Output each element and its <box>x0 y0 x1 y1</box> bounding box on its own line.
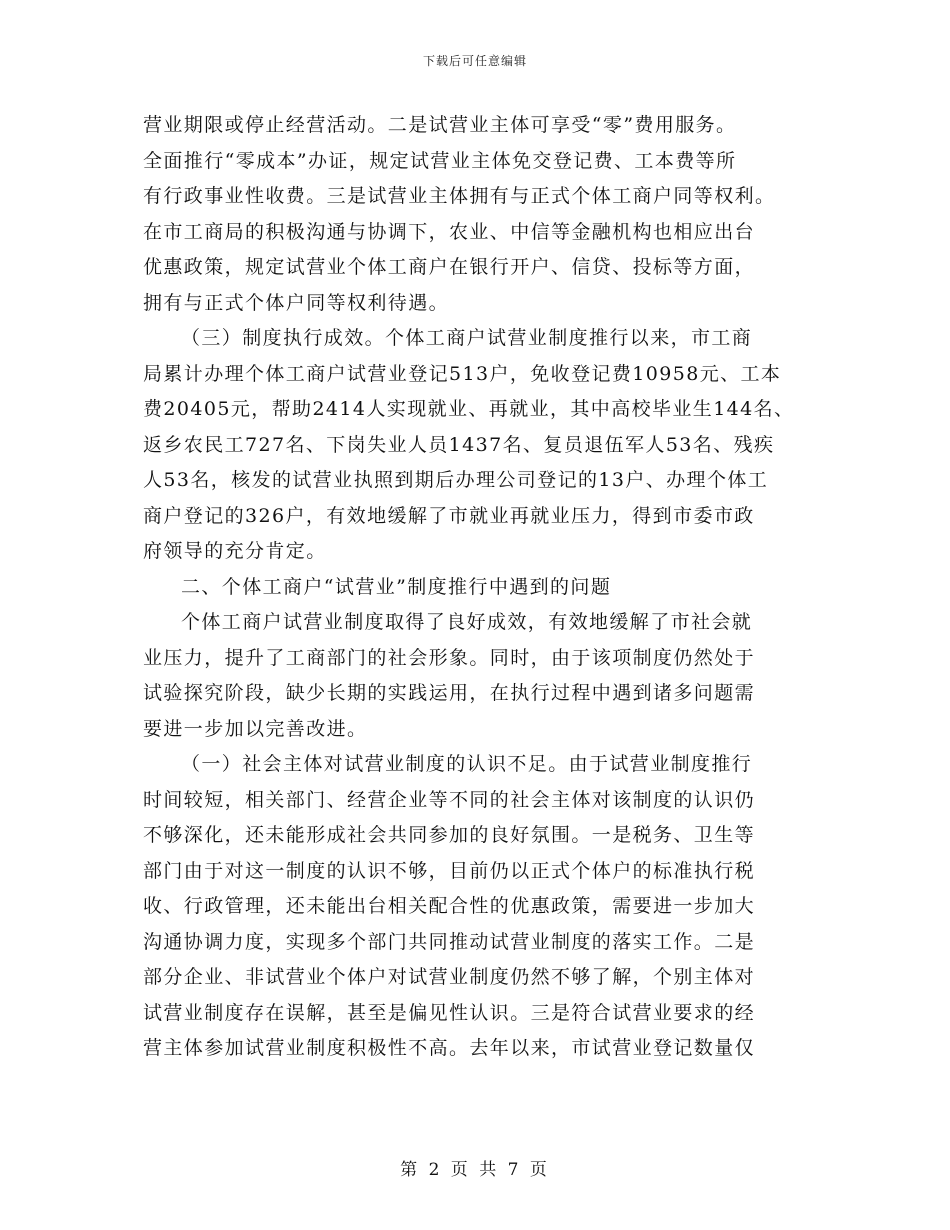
text-line: 部门由于对这一制度的认识不够，目前仍以正式个体户的标准执行税 <box>143 859 756 882</box>
text-line: 试营业制度存在误解，甚至是偏见性认识。三是符合试营业要求的经 <box>143 1001 756 1024</box>
text-line: 要进一步加以完善改进。 <box>143 717 368 740</box>
document-body <box>143 108 815 1067</box>
text-line: 营业期限或停止经营活动。二是试营业主体可享受“零”费用服务。 <box>143 114 737 136</box>
text-line: 部分企业、非试营业个体户对试营业制度仍然不够了解，个别主体对 <box>143 966 756 988</box>
text-line: 试验探究阶段，缺少长期的实践运用，在执行过程中遇到诸多问题需 <box>143 682 756 704</box>
text-line: 不够深化，还未能形成社会共同参加的良好氛围。一是税务、卫生等 <box>143 824 756 846</box>
text-line: 时间较短，相关部门、经营企业等不同的社会主体对该制度的认识仍 <box>143 788 756 811</box>
text-line: 优惠政策，规定试营业个体工商户在银行开户、信贷、投标等方面， <box>143 256 756 278</box>
text-line: 业压力，提升了工商部门的社会形象。同时，由于该项制度仍然处于 <box>143 646 756 669</box>
text-line: 有行政事业性收费。三是试营业主体拥有与正式个体工商户同等权利。 <box>143 185 776 207</box>
text-line: 在市工商局的积极沟通与协调下，农业、中信等金融机构也相应出台 <box>143 220 756 243</box>
text-line: 全面推行“零成本”办证，规定试营业主体免交登记费、工本费等所 <box>143 149 737 172</box>
text-line: 沟通协调力度，实现多个部门共同推动试营业制度的落实工作。二是 <box>143 930 756 953</box>
text-line: 局累计办理个体工商户试营业登记513户，免收登记费10958元、工本 <box>143 362 782 385</box>
text-line: 返乡农民工727名、下岗失业人员1437名、复员退伍军人53名、残疾 <box>143 433 775 456</box>
text-line: （一）社会主体对试营业制度的认识不足。由于试营业制度推行 <box>181 753 753 775</box>
text-line: 拥有与正式个体户同等权利待遇。 <box>143 291 450 314</box>
text-line: 二、个体工商户“试营业”制度推行中遇到的问题 <box>181 575 612 598</box>
text-line: 府领导的充分肯定。 <box>143 540 327 562</box>
page-footer: 第 2 页 共 7 页 <box>400 1160 550 1180</box>
page-header: 下载后可任意编辑 <box>422 54 527 68</box>
text-line: 收、行政管理，还未能出台相关配合性的优惠政策，需要进一步加大 <box>143 895 756 917</box>
text-line: 个体工商户试营业制度取得了良好成效，有效地缓解了市社会就 <box>181 611 753 633</box>
text-line: 营主体参加试营业制度积极性不高。去年以来，市试营业登记数量仅 <box>143 1037 756 1059</box>
text-line: 人53名，核发的试营业执照到期后办理公司登记的13户、办理个体工 <box>143 469 769 491</box>
text-line: 费20405元，帮助2414人实现就业、再就业，其中高校毕业生144名、 <box>143 398 795 420</box>
text-line: 商户登记的326户，有效地缓解了市就业再就业压力，得到市委市政 <box>143 504 755 527</box>
text-line: （三）制度执行成效。个体工商户试营业制度推行以来，市工商 <box>181 327 753 349</box>
